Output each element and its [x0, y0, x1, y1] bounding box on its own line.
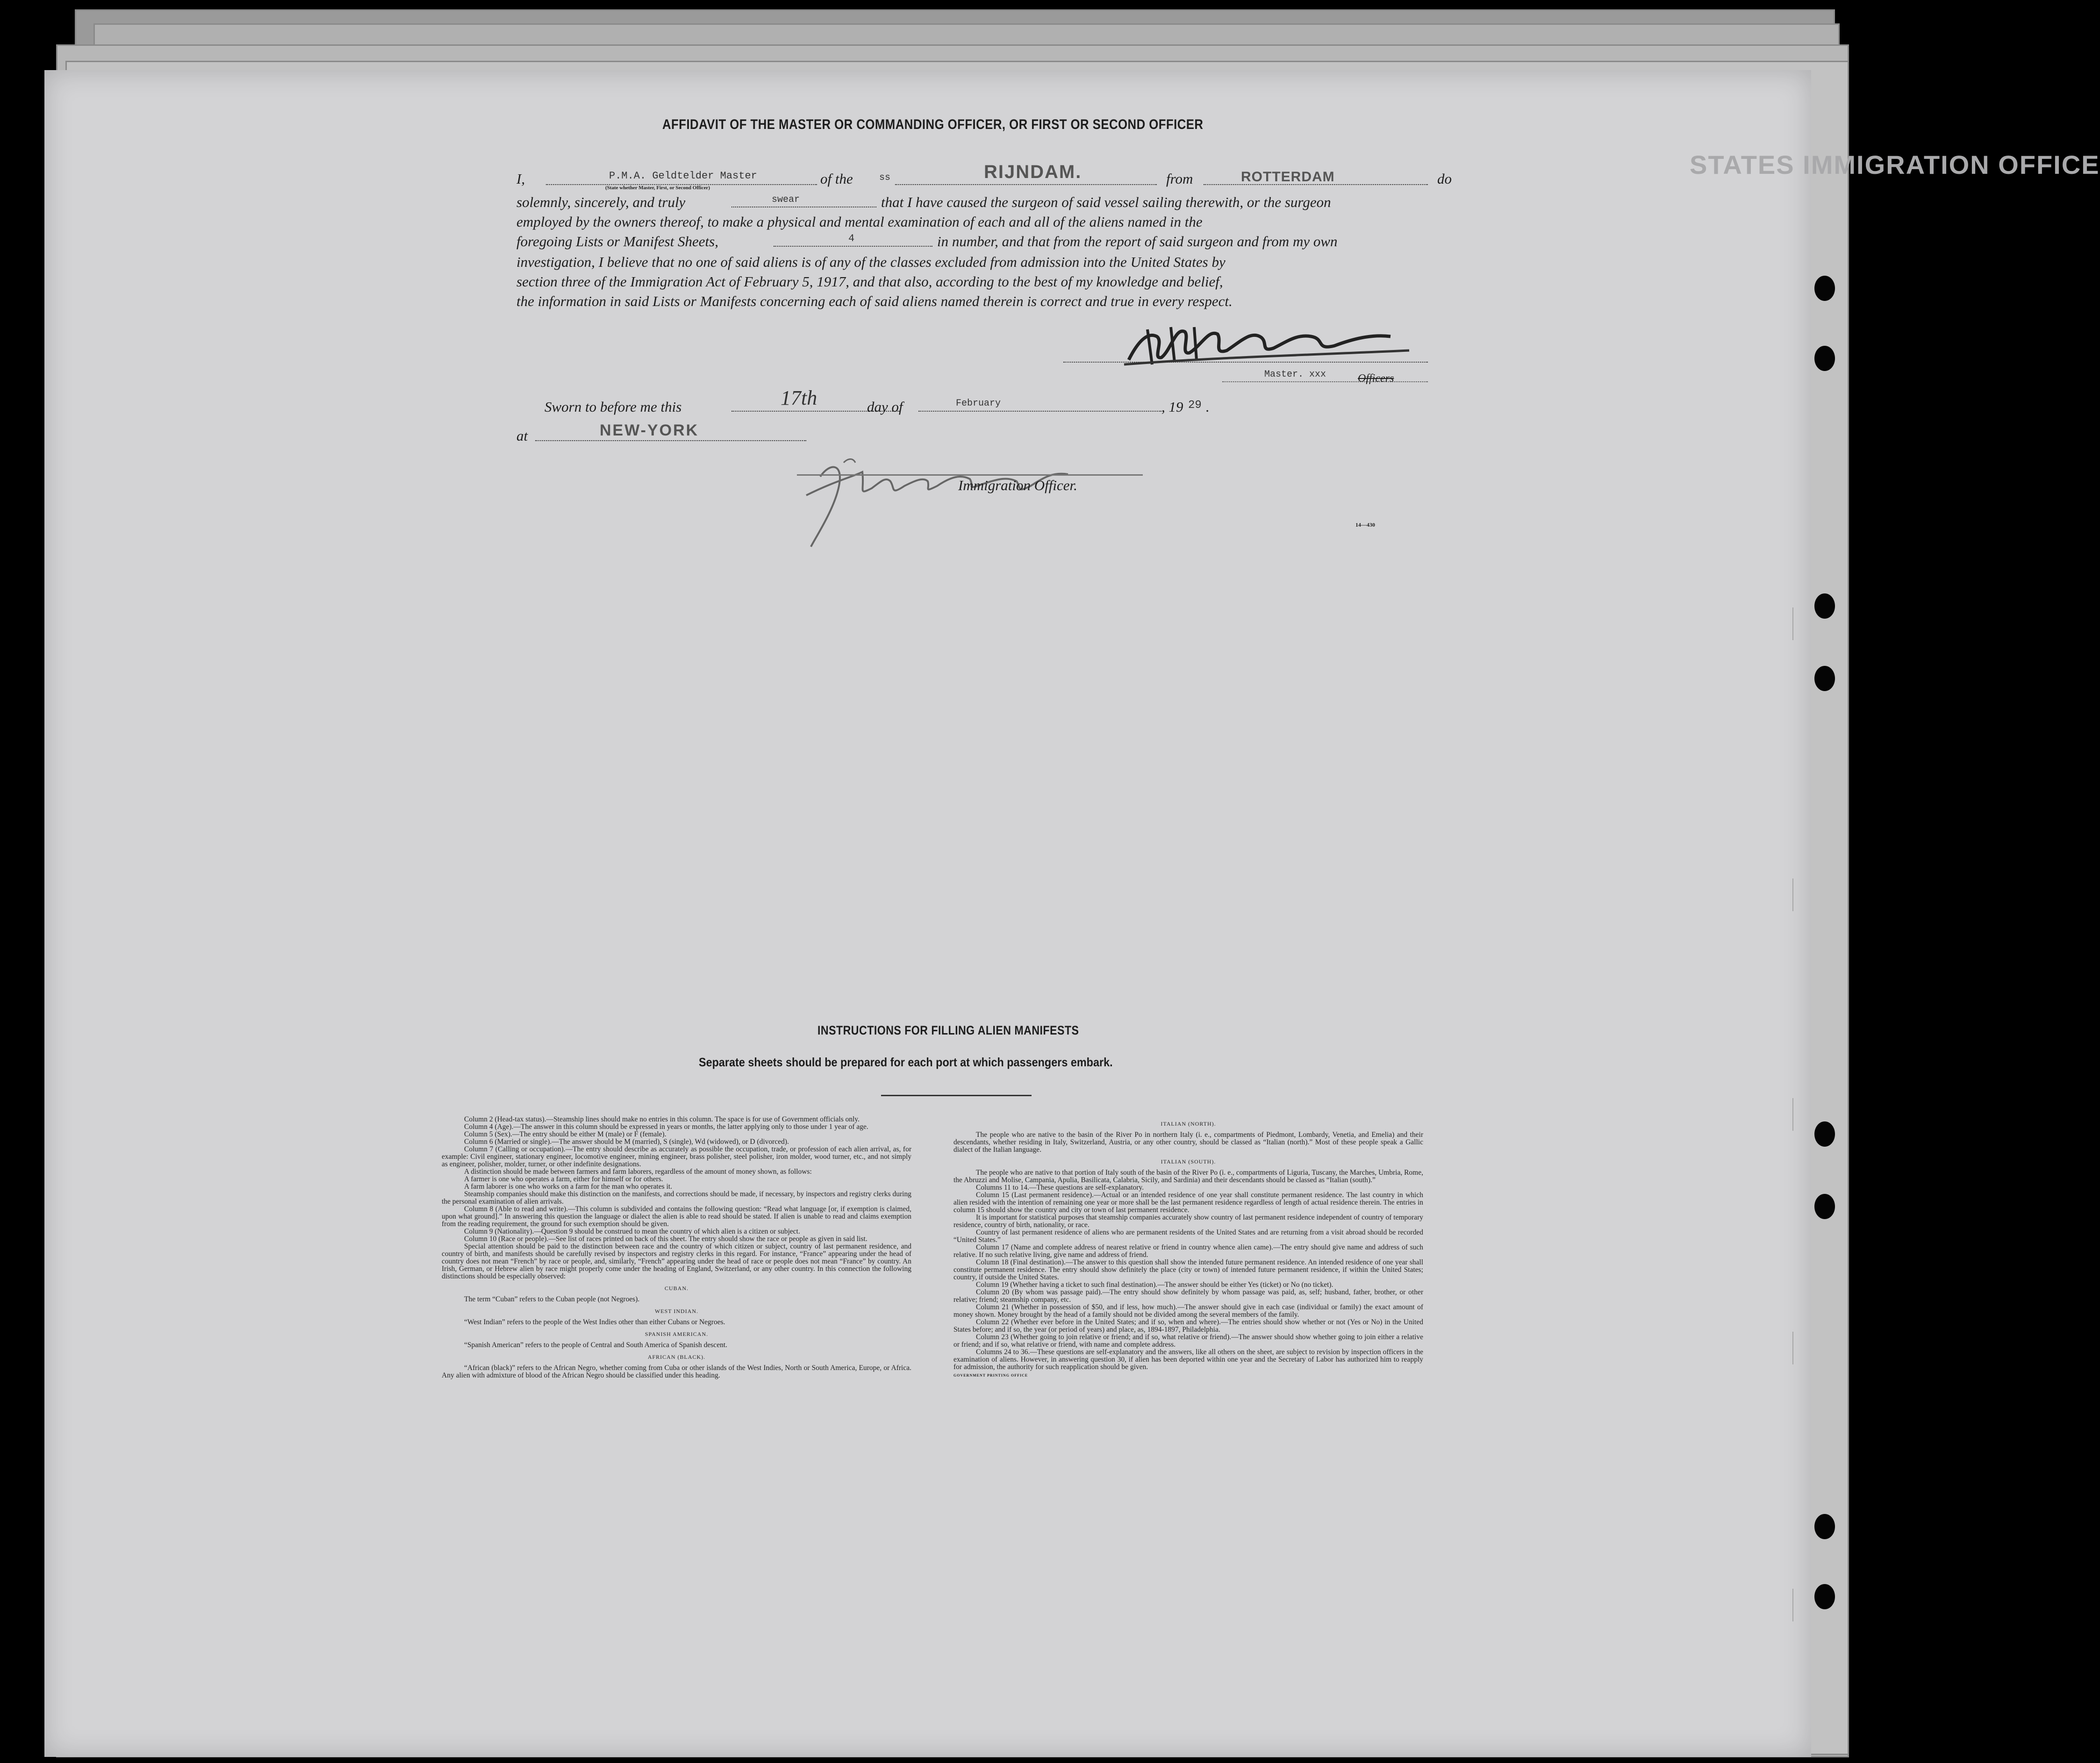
instruction-paragraph: Columns 24 to 36.—These questions are self-explanatory and the answers, like all others on the sheet, are subject to revision by inspection officers in the examination of aliens. However, in answering question 30, if alien has been deported within one year and the Secretary of Labor has authorized him to reapply for admission, the authority for such reapplication should be given.: [953, 1348, 1423, 1371]
officer-signature-line: [797, 470, 1143, 476]
section-heading: ITALIAN (NORTH).: [1161, 1121, 1216, 1127]
binder-hole: [1814, 1584, 1835, 1609]
text-line: employed by the owners thereof, to make a physical and mental examination of each and all of the aliens named in the: [516, 214, 1203, 230]
instruction-paragraph: Column 10 (Race or people).—See list of races printed on back of this sheet. The entry should show the race or people as given in said list.: [464, 1235, 867, 1243]
text-line: at: [516, 428, 528, 444]
section-heading: CUBAN.: [664, 1285, 688, 1292]
instruction-paragraph: “African (black)” refers to the African Negro, whether coming from Cuba or other islands of the West Indies, North or South America, Europe, or Africa. Any alien with admixture of blood of the African Negro should be classified under this heading.: [442, 1364, 911, 1379]
instruction-paragraph: Column 22 (Whether ever before in the United States; and if so, when and where).—The entries should show whether or not (Yes or No) in the United States before; and if so, the year (or period of years) and place, as, 1894-1897, Philadelphia.: [953, 1318, 1423, 1334]
text-line: I,: [516, 171, 525, 187]
instruction-paragraph: Column 7 (Calling or occupation).—The entry should describe as accurately as possible the occupation, trade, or profession of each alien arrival, as, for example: Civil engineer, stationary engineer, locomotive engineer, mining engineer, brass polisher, steel polisher, iron molder, wood turner, etc., and not simply as engineer, polisher, molder, turner, or other indefinite designations.: [442, 1145, 911, 1168]
officers-struck: Officers: [1358, 372, 1394, 385]
oath-field: [731, 191, 876, 207]
instruction-paragraph: Column 2 (Head-tax status).—Steamship lines should make no entries in this column. The space is for use of Government officials only.: [464, 1115, 860, 1123]
text-line: of the: [820, 171, 853, 187]
month-field: [918, 395, 1161, 412]
text-line: solemnly, sincerely, and truly: [516, 194, 686, 210]
instruction-paragraph: The people who are native to that portion of Italy south of the basin of the River Po (i. e., compartments of Liguria, Tuscany, the Marches, Umbria, Rome, the Abruzzi and Molise, Campania, Apulia, Basilicata, Calabria, Sicily, and Sardinia) and their descendants should be classed as “Italian (south).”: [953, 1169, 1423, 1184]
instruction-paragraph: Columns 11 to 14.—These questions are self-explanatory.: [976, 1184, 1144, 1192]
instruction-paragraph: “Spanish American” refers to the people of Central and South America of Spanish descent.: [464, 1341, 728, 1349]
text-line: .: [1206, 399, 1210, 415]
instruction-paragraph: Column 5 (Sex).—The entry should be either M (male) or F (female).: [464, 1130, 667, 1138]
text-line: in number, and that from the report of said surgeon and from my own: [937, 233, 1338, 250]
text-line: the information in said Lists or Manifests concerning each of said aliens named therein is correct and true in every respect.: [516, 293, 1233, 309]
departure-port-stamp: ROTTERDAM: [1241, 169, 1335, 185]
section-heading: WEST INDIAN.: [654, 1308, 699, 1314]
officer-signature: [764, 444, 1185, 551]
section-heading: AFRICAN (BLACK).: [647, 1354, 706, 1360]
instructions-title: INSTRUCTIONS FOR FILLING ALIEN MANIFESTS: [817, 1023, 1079, 1037]
ss-label: ss: [879, 172, 891, 183]
instruction-paragraph: Column 8 (Able to read and write).—This column is subdivided and contains the following question: “Read what language [or, if exemption is claimed, upon what ground].” In answering this question the language or dialect the alien is able to read should be stated. If alien is unable to read and claims exemption from the reading requirement, the ground for such exemption should be given.: [442, 1205, 911, 1228]
sheets-count-value: 4: [848, 233, 855, 244]
text-line: Sworn to before me this: [545, 399, 682, 415]
binder-hole: [1814, 346, 1835, 371]
binding-mark: [1792, 1332, 1793, 1364]
text-line: investigation, I believe that no one of said aliens is of any of the classes excluded from admission into the United States by: [516, 254, 1226, 270]
instruction-paragraph: Country of last permanent residence of aliens who are permanent residents of the United States and are returning from a visit abroad should be recorded “United States.”: [953, 1228, 1423, 1244]
instructions-right-column: [953, 1116, 1423, 1379]
manifest-page: [44, 70, 2100, 1757]
text-line: from: [1166, 171, 1193, 187]
instruction-paragraph: Column 4 (Age).—The answer in this column should be expressed in years or months, the latter applying only to those under 1 year of age.: [464, 1123, 868, 1131]
printer-imprint: GOVERNMENT PRINTING OFFICE: [953, 1373, 1028, 1378]
place-stamp: NEW-YORK: [600, 421, 699, 439]
instruction-paragraph: It is important for statistical purposes that steamship companies accurately show country of last permanent residence independent of country of temporary residence, country of birth, nationality, or race.: [953, 1213, 1423, 1229]
text-line: do: [1437, 171, 1452, 187]
binding-mark: [1792, 878, 1793, 911]
instruction-paragraph: Column 15 (Last permanent residence).—Actual or an intended residence of one year shall constitute permanent residence. The last country in which alien resided with the intention of remaining one year or more shall be the last permanent residence regardless of length of actual residence therein. The entries in column 15 should show the country and city or town of last permanent residence.: [953, 1191, 1423, 1214]
text-line: , 19: [1161, 399, 1183, 415]
binder-hole: [1814, 1121, 1835, 1147]
divider: [881, 1095, 1032, 1096]
instruction-paragraph: Column 6 (Married or single).—The answer should be M (married), S (single), Wd (widowed), or D (divorced).: [464, 1138, 789, 1146]
instruction-paragraph: Column 19 (Whether having a ticket to such final destination).—The answer should be either Yes (ticket) or No (no ticket).: [976, 1281, 1333, 1289]
bleed-through-text: STATES IMMIGRATION OFFICE: [1690, 150, 2100, 179]
instruction-paragraph: A distinction should be made between farmers and farm laborers, regardless of the amount of money shown, as follows:: [464, 1168, 812, 1176]
instructions-left-column: [442, 1116, 911, 1379]
year-value: 29: [1188, 399, 1202, 412]
instruction-paragraph: A farmer is one who operates a farm, either for himself or for others.: [464, 1175, 663, 1183]
master-name-value: P.M.A. Geldtelder Master: [609, 170, 757, 182]
sworn-day-handwritten: 17th: [781, 386, 817, 409]
section-heading: SPANISH AMERICAN.: [645, 1331, 709, 1337]
binding-mark: [1792, 1589, 1793, 1621]
officer-title: Immigration Officer.: [958, 477, 1077, 493]
text-line: that I have caused the surgeon of said vessel sailing therewith, or the surgeon: [881, 194, 1331, 210]
instruction-paragraph: Column 20 (By whom was passage paid).—The entry should show definitely by whom passage was paid, as, self; husband, father, brother, or other relative; friend; steamship company, etc.: [953, 1288, 1423, 1304]
affidavit-title: AFFIDAVIT OF THE MASTER OR COMMANDING OFFICER, OR FIRST OR SECOND OFFICER: [662, 117, 1204, 132]
section-heading: ITALIAN (SOUTH).: [1161, 1158, 1216, 1165]
text-line: section three of the Immigration Act of February 5, 1917, and that also, according to the best of my knowledge and belief,: [516, 273, 1223, 290]
instruction-paragraph: A farm laborer is one who works on a farm for the man who operates it.: [464, 1183, 673, 1191]
instruction-paragraph: Column 23 (Whether going to join relative or friend; and if so, what relative or friend).—The answer should show whether going to join either a relative or friend; and if so, what relative or friend, with name and complete address.: [953, 1333, 1423, 1349]
month-value: February: [956, 398, 1001, 409]
binder-hole: [1814, 1194, 1835, 1219]
binder-hole: [1814, 593, 1835, 619]
binding-mark: [1792, 1098, 1793, 1131]
rank-value: Master. xxx: [1264, 369, 1326, 380]
binder-hole: [1814, 1514, 1835, 1539]
instruction-paragraph: Column 9 (Nationality).—Question 9 should be construed to mean the country of which alien is a citizen or subject.: [464, 1228, 800, 1235]
master-signature: [1119, 313, 1437, 374]
text-line: day of: [867, 399, 903, 415]
oath-value: swear: [772, 194, 800, 205]
instruction-paragraph: Column 18 (Final destination).—The answer to this question shall show the intended future permanent residence. An intended residence of one year shall constitute permanent residence. The entry should show definitely the place (city or town) of intended future permanent residence, if within the United States; country, if outside the United States.: [953, 1258, 1423, 1281]
instruction-paragraph: The people who are native to the basin of the River Po in northern Italy (i. e., compartments of Piedmont, Lombardy, Venetia, and Emelia) and their descendants, whether residing in Italy, Switzerland, Austria, or any other country, should be classed as “Italian (north).” Most of these people speak a Gallic dialect of the Italian language.: [953, 1131, 1423, 1154]
binder-hole: [1814, 666, 1835, 691]
binder-hole: [1814, 276, 1835, 301]
instruction-paragraph: The term “Cuban” refers to the Cuban people (not Negroes).: [464, 1295, 640, 1303]
instruction-paragraph: Column 21 (Whether in possession of $50, and if less, how much).—The answer should give in each case (individual or family) the exact amount of money shown. Money brought by the head of a family should not be divided among the several members of the family.: [953, 1303, 1423, 1319]
field-note: (State whether Master, First, or Second Officer): [605, 185, 710, 191]
text-line: foregoing Lists or Manifest Sheets,: [516, 233, 718, 250]
vessel-name-stamp: RIJNDAM.: [984, 162, 1082, 182]
instruction-paragraph: Steamship companies should make this distinction on the manifests, and corrections should be made, if necessary, by inspectors and registry clerks during the personal examination of alien arrivals.: [442, 1190, 911, 1206]
instruction-paragraph: Special attention should be paid to the distinction between race and the country of which citizen or subject, country of last permanent residence, and country of birth, and manifests should be carefully revised by inspectors and registry clerks in this regard. For instance, “France” appearing under the head of country does not mean “French” by race or people, and, similarly, “French” appearing under the head of race or people does not mean “France” by country. An Irish, German, or Hebrew alien by race might properly come under the heading of England, Switzerland, or any other country. In this connection the following distinctions should be especially observed:: [442, 1242, 911, 1280]
binding-mark: [1792, 607, 1793, 640]
form-number: 14—430: [1355, 521, 1375, 528]
instructions-subtitle: Separate sheets should be prepared for each port at which passengers embark.: [699, 1055, 1113, 1069]
instruction-paragraph: Column 17 (Name and complete address of nearest relative or friend in country whence alien came).—The entry should give name and address of such relative. If no such relative living, give name and address of friend.: [953, 1243, 1423, 1259]
instruction-paragraph: “West Indian” refers to the people of the West Indies other than either Cubans or Negroes.: [464, 1318, 725, 1326]
